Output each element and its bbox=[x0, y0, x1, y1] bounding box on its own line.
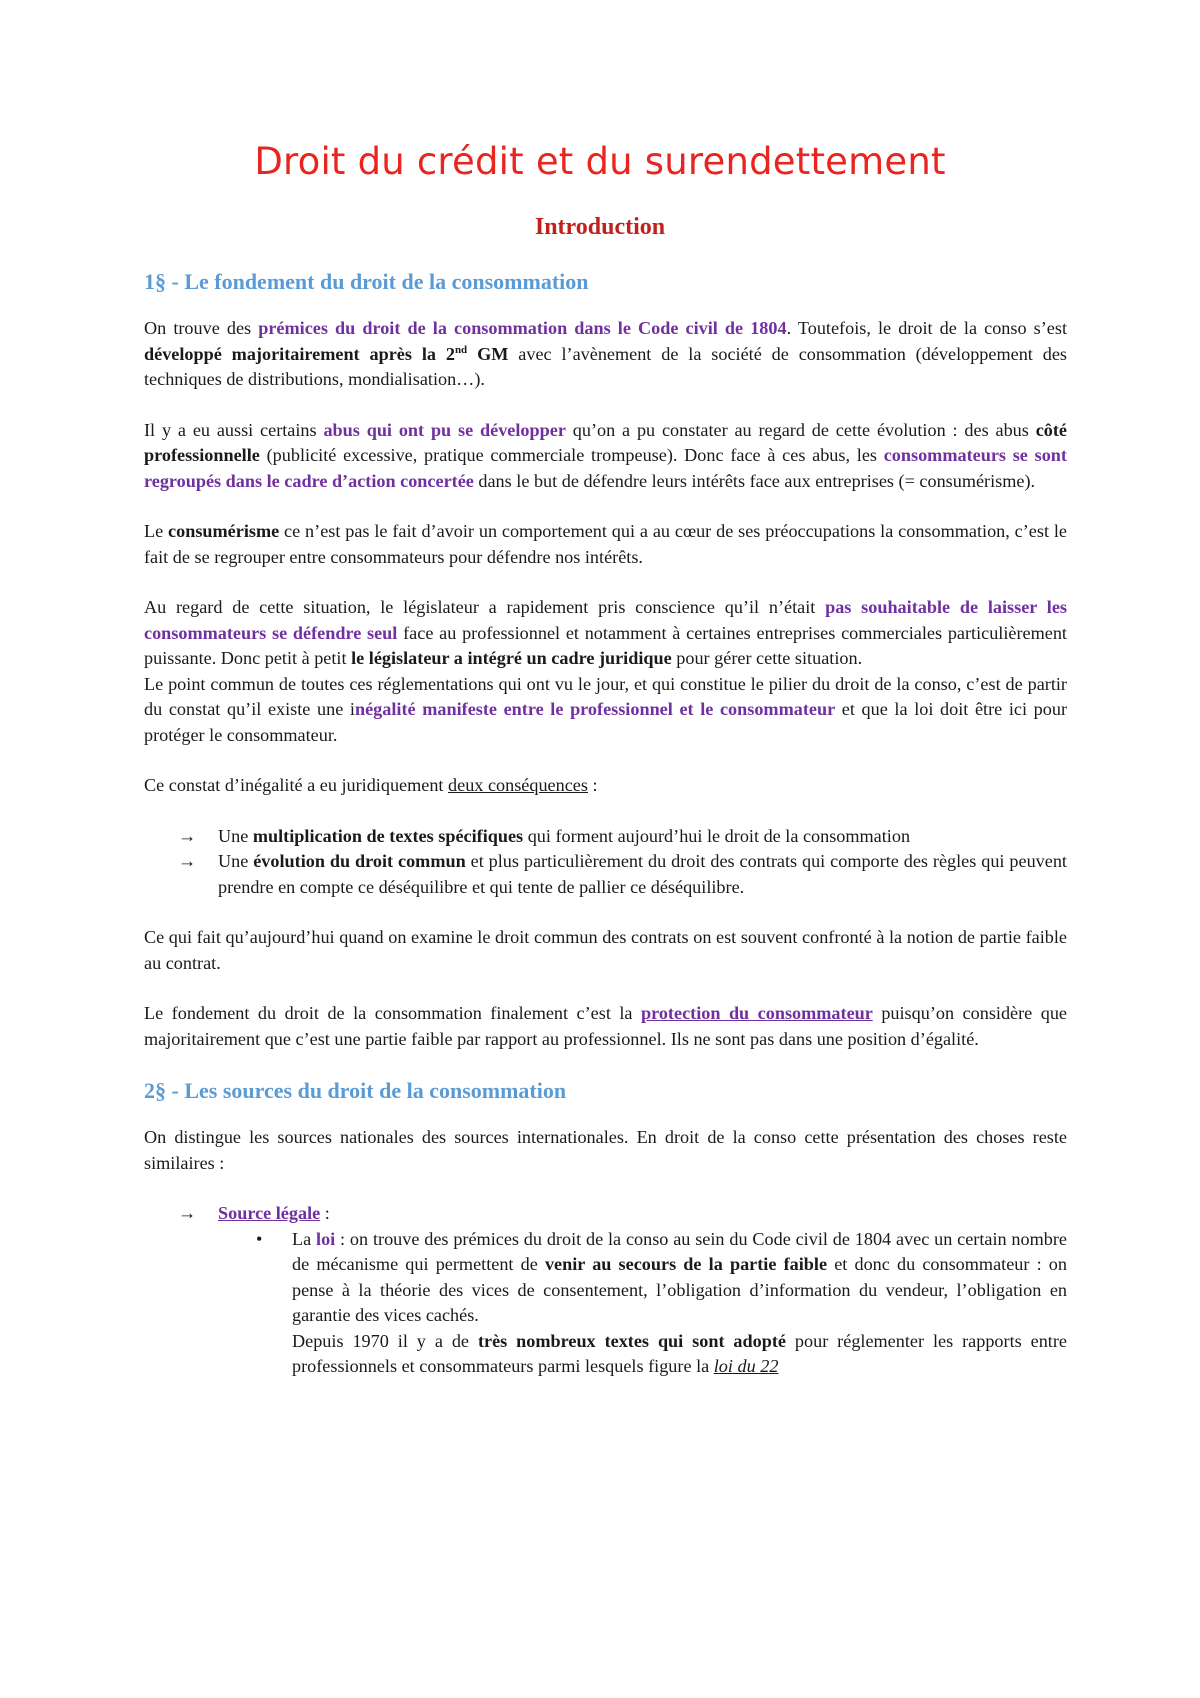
text: : on trouve des prémices du droit de la conso au sein du Code civil de 1804 avec un certain nombre de mécanisme qui permettent de bbox=[292, 1228, 1067, 1274]
text: et donc du consommateur : on pense à la théorie des vices de consentement, l’obligation d’information du vendeur, l’obligation en garantie des vices cachés. bbox=[292, 1254, 1067, 1325]
legal-sources-list bbox=[144, 1227, 1067, 1380]
text: et que la loi doit être ici pour protéger le consommateur. bbox=[144, 699, 1068, 745]
text: : bbox=[587, 775, 598, 795]
text: : bbox=[320, 1203, 330, 1223]
list-item bbox=[144, 849, 1067, 900]
sources-list bbox=[144, 1201, 1067, 1227]
text: avec l’avènement de la société de consommation (développement des techniques de distributions, mondialisation…). bbox=[144, 343, 1067, 389]
text: La bbox=[292, 1228, 317, 1249]
text: qui forment aujourd’hui le droit de la consommation bbox=[523, 825, 911, 846]
emphasis bbox=[144, 344, 508, 364]
bullet-icon: • bbox=[256, 1228, 263, 1249]
text: qu’on a pu constater au regard de cette évolution : des abus bbox=[565, 419, 1036, 440]
text: pour gérer cette situation. bbox=[671, 648, 863, 668]
arrow-icon: → bbox=[178, 825, 197, 846]
highlight: abus qui ont pu se développer bbox=[323, 419, 566, 440]
text: face au professionnel et notamment à certaines entreprises commerciales particulièrement puissante. Donc petit à petit bbox=[144, 622, 1067, 668]
text: puisqu’on considère que majoritairement que c’est une partie faible par rapport au professionnel. Ils ne sont pas dans une position d’égalité. bbox=[144, 1003, 1067, 1049]
text: Une bbox=[218, 851, 254, 871]
text: pour réglementer les rapports entre professionnels et consommateurs parmi lesquels figure la bbox=[292, 1330, 1067, 1376]
emphasis: consumérisme bbox=[168, 521, 280, 541]
text: . Toutefois, le droit de la conso s’est bbox=[786, 318, 1067, 338]
section-1-heading: 1§ - Le fondement du droit de la consommation bbox=[144, 269, 589, 294]
text: Depuis 1970 il y a de bbox=[292, 1330, 478, 1351]
highlight: négalité manifeste entre le professionnel et le consommateur bbox=[354, 699, 836, 719]
paragraph bbox=[144, 519, 1067, 570]
text: Une bbox=[218, 825, 253, 846]
emphasis: côté professionnelle bbox=[144, 419, 1067, 465]
text: dans le but de défendre leurs intérêts face aux entreprises (= consumérisme). bbox=[473, 470, 1036, 491]
paragraph bbox=[144, 595, 1067, 672]
paragraph bbox=[144, 672, 1067, 749]
text: Le bbox=[144, 521, 169, 541]
emphasis: très nombreux textes qui sont adopté bbox=[477, 1330, 786, 1351]
text: (publicité excessive, pratique commerciale trompeuse). Donc face à ces abus, les bbox=[259, 445, 884, 465]
highlight: loi bbox=[316, 1228, 336, 1249]
list-item bbox=[144, 1201, 1067, 1227]
underlined-text: deux conséquences bbox=[448, 775, 588, 795]
paragraph bbox=[144, 773, 1067, 799]
highlight: prémices du droit de la consommation dans le Code civil de 1804 bbox=[258, 318, 787, 338]
text: et plus particulièrement du droit des contrats qui comporte des règles qui peuvent prendre en compte ce déséquilibre et qui tente de pallier ce déséquilibre. bbox=[218, 851, 1067, 897]
text: Il y a eu aussi certains bbox=[144, 419, 324, 440]
consequences-list bbox=[144, 824, 1067, 901]
text: développé majoritairement après la 2 bbox=[144, 343, 455, 364]
text: On trouve des bbox=[144, 318, 259, 338]
introduction-heading: Introduction bbox=[534, 214, 666, 240]
highlight: protection du consommateur bbox=[640, 1003, 873, 1023]
paragraph: On distingue les sources nationales des sources internationales. En droit de la conso cette présentation des choses reste similaires : bbox=[144, 1127, 1067, 1173]
text: GM bbox=[467, 343, 509, 364]
paragraph bbox=[144, 1001, 1067, 1052]
list-item bbox=[144, 824, 1067, 850]
text: Ce constat d’inégalité a eu juridiquement bbox=[144, 775, 449, 795]
text: Le fondement du droit de la consommation finalement c’est la bbox=[144, 1003, 641, 1023]
highlight: consommateurs se sont regroupés dans le cadre d’action concertée bbox=[144, 445, 1067, 491]
text: Le point commun de toutes ces réglementations qui ont vu le jour, et qui constitue le pilier du droit de la conso, c’est de partir du constat qu’il existe une i bbox=[144, 673, 1067, 719]
section-2-heading: 2§ - Les sources du droit de la consommation bbox=[144, 1078, 567, 1103]
superscript: nd bbox=[454, 343, 468, 356]
emphasis: évolution du droit commun bbox=[253, 851, 466, 871]
arrow-icon: → bbox=[178, 1203, 197, 1223]
emphasis: venir au secours de la partie faible bbox=[544, 1254, 828, 1274]
list-item bbox=[144, 1227, 1067, 1380]
italic-text: loi du 22 bbox=[713, 1356, 779, 1376]
arrow-icon: → bbox=[178, 851, 197, 871]
highlight: Source légale bbox=[218, 1203, 321, 1223]
document-title: Droit du crédit et du surendettement bbox=[254, 140, 946, 183]
text: Au regard de cette situation, le législateur a rapidement pris conscience qu’il n’était bbox=[144, 597, 826, 617]
text: ce n’est pas le fait d’avoir un comportement qui a au cœur de ses préoccupations la consommation, c’est le fait de se regrouper entre consommateurs pour défendre nos intérêts. bbox=[144, 521, 1067, 567]
paragraph bbox=[144, 418, 1067, 495]
emphasis: multiplication de textes spécifiques bbox=[252, 825, 524, 846]
highlight: pas souhaitable de laisser les consommateurs se défendre seul bbox=[144, 597, 1067, 643]
paragraph bbox=[144, 316, 1067, 393]
document-body bbox=[144, 268, 1067, 1380]
paragraph: Ce qui fait qu’aujourd’hui quand on examine le droit commun des contrats on est souvent confronté à la notion de partie faible au contrat. bbox=[144, 927, 1067, 973]
emphasis: le législateur a intégré un cadre juridique bbox=[351, 648, 672, 668]
